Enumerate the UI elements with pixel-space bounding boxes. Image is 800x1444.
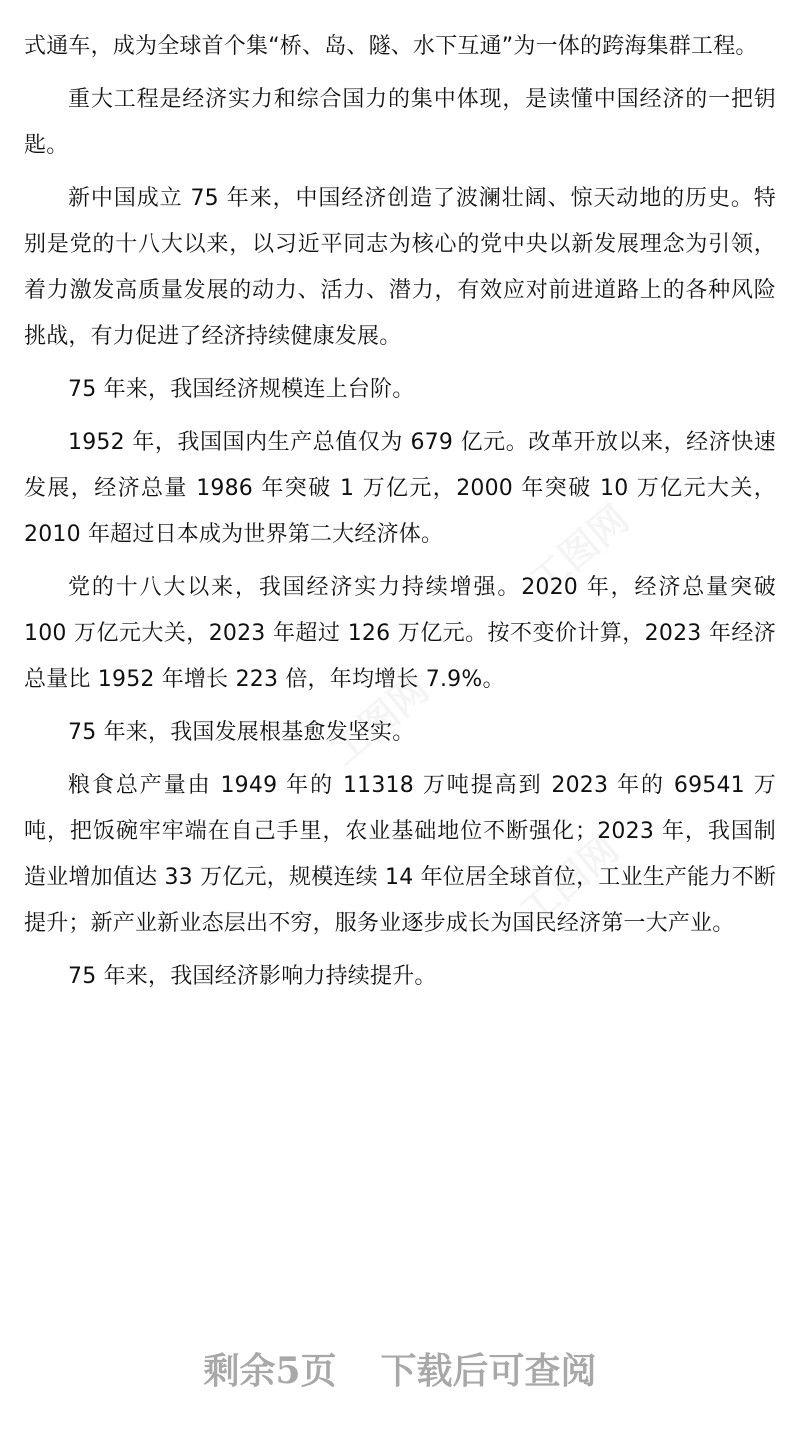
download-to-view-label[interactable]: 下载后可查阅 xyxy=(380,1350,597,1392)
paragraph: 党的十八大以来，我国经济实力持续增强。2020 年，经济总量突破 100 万亿元大关，2023 年超过 126 万亿元。按不变价计算，2023 年经济总量比 1952 年增长 223 倍，年均增长 7.9%。 xyxy=(24,575,776,692)
download-prompt[interactable] xyxy=(0,1336,800,1406)
paragraph: 式通车，成为全球首个集“桥、岛、隧、水下互通”为一体的跨海集群工程。 xyxy=(24,34,758,59)
paragraph: 粮食总产量由 1949 年的 11318 万吨提高到 2023 年的 69541 万吨，把饭碗牢牢端在自己手里，农业基础地位不断强化；2023 年，我国制造业增加值达 33 万亿元，规模连续 14 年位居全球首位，工业生产能力不断提升；新产业新业态层出不穷，服务业逐步成长为国民经济第一大产业。 xyxy=(24,773,776,936)
paragraph: 1952 年，我国国内生产总值仅为 679 亿元。改革开放以来，经济快速发展，经济总量 1986 年突破 1 万亿元，2000 年突破 10 万亿元大关，2010 年超过日本成为世界第二大经济体。 xyxy=(24,430,776,547)
paragraph: 75 年来，我国经济规模连上台阶。 xyxy=(68,377,415,402)
paragraph: 重大工程是经济实力和综合国力的集中体现，是读懂中国经济的一把钥匙。 xyxy=(24,87,776,158)
remaining-pages-label: 剩余5页 xyxy=(203,1350,337,1392)
paragraph: 75 年来，我国发展根基愈发坚实。 xyxy=(68,720,415,745)
paragraph: 新中国成立 75 年来，中国经济创造了波澜壮阔、惊天动地的历史。特别是党的十八大以来，以习近平同志为核心的党中央以新发展理念为引领，着力激发高质量发展的动力、活力、潜力，有效应对前进道路上的各种风险挑战，有力促进了经济持续健康发展。 xyxy=(24,186,776,349)
paragraph: 75 年来，我国经济影响力持续提升。 xyxy=(68,964,437,989)
document-body xyxy=(24,24,776,1007)
